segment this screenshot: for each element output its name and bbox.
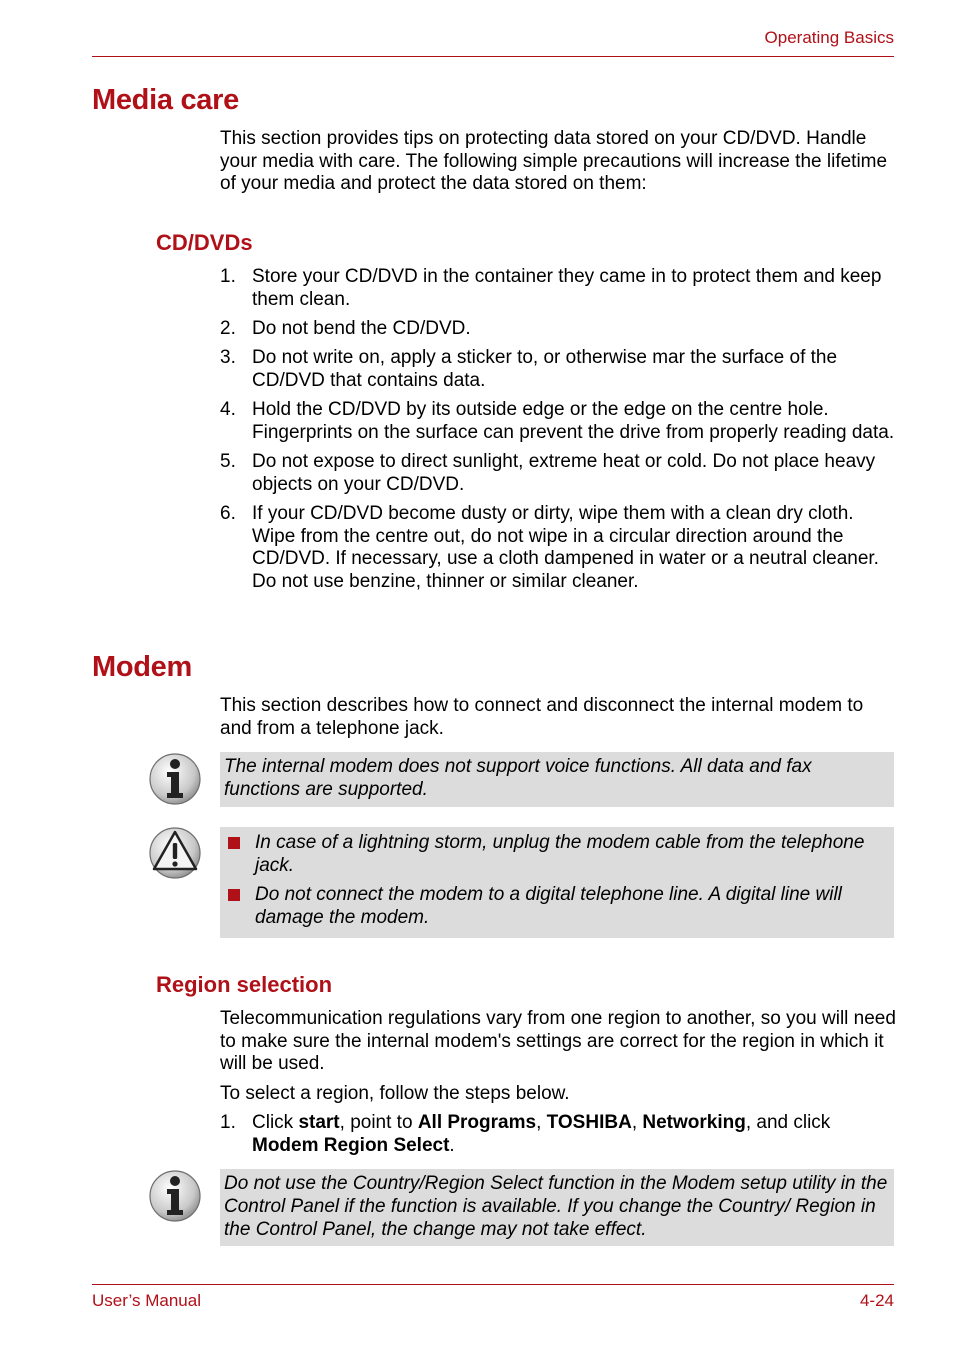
square-bullet-icon (228, 837, 240, 849)
list-item (220, 451, 896, 496)
info-icon (148, 1169, 202, 1223)
page-number: 4-24 (859, 1291, 894, 1310)
warning-item (224, 883, 890, 929)
networking-term: Networking (642, 1112, 746, 1133)
cd-dvd-care-list (220, 266, 896, 600)
running-header: Operating Basics (764, 28, 894, 47)
modem-intro: This section describes how to connect and disconnect the internal modem to and from a telephone jack. (220, 695, 864, 739)
list-number: 3. (220, 347, 236, 369)
info-icon (148, 752, 202, 806)
media-care-heading: Media care (92, 84, 239, 116)
list-item (220, 318, 896, 341)
list-text: Do not expose to direct sunlight, extreme heat or cold. Do not place heavy objects on your CD/DVD. (252, 450, 876, 495)
step-text-part: Click (252, 1112, 299, 1133)
square-bullet-icon (228, 889, 240, 901)
region-steps-list (220, 1112, 896, 1164)
footer-manual-label: User’s Manual (92, 1291, 201, 1310)
start-menu-term: start (298, 1112, 340, 1133)
region-para-1: Telecommunication regulations vary from one region to another, so you will need to make sure the internal modem's settings are correct for the region in which it will be used. (220, 1008, 896, 1075)
warning-icon (148, 826, 202, 880)
footer-rule (92, 1284, 894, 1285)
step-text-part: , (536, 1112, 547, 1133)
step-text-part: , point to (339, 1112, 418, 1133)
info-note-region: Do not use the Country/Region Select function in the Modem setup utility in the Control Panel if the function is available. If you change the Country/ Region in the Control Panel, the change may not take effect. (220, 1169, 894, 1246)
media-care-intro: This section provides tips on protecting data stored on your CD/DVD. Handle your media with care. The following simple precautions will increase the lifetime of your media and protect the data stored on them: (220, 128, 888, 195)
modem-region-select-term: Modem Region Select (252, 1134, 450, 1156)
list-item (220, 399, 896, 444)
list-number: 1. (220, 1112, 236, 1133)
list-item (220, 266, 896, 311)
list-number: 6. (220, 502, 236, 524)
warning-text: Do not connect the modem to a digital telephone line. A digital line will damage the modem. (255, 884, 842, 928)
list-number: 5. (220, 450, 236, 472)
info-note-modem: The internal modem does not support voice functions. All data and fax functions are supported. (220, 752, 894, 807)
toshiba-term: TOSHIBA (546, 1112, 632, 1133)
list-text: Do not bend the CD/DVD. (252, 317, 471, 339)
list-number: 4. (220, 399, 236, 421)
list-text: Store your CD/DVD in the container they came in to protect them and keep them clean. (252, 266, 882, 310)
warning-item (224, 831, 890, 877)
list-text: Do not write on, apply a sticker to, or otherwise mar the surface of the CD/DVD that contains data. (252, 347, 838, 391)
list-text: Hold the CD/DVD by its outside edge or the edge on the centre hole. Fingerprints on the surface can prevent the drive from properly reading data. (252, 399, 895, 443)
step-text-part: , (631, 1112, 643, 1133)
warning-list (224, 831, 890, 929)
list-item (220, 1112, 896, 1157)
modem-heading: Modem (92, 651, 193, 683)
list-item (220, 347, 896, 392)
cd-dvds-heading: CD/DVDs (156, 230, 253, 255)
region-para-2: To select a region, follow the steps below. (220, 1083, 570, 1104)
all-programs-term: All Programs (417, 1112, 537, 1133)
region-selection-heading: Region selection (156, 972, 333, 997)
step-text (252, 1112, 830, 1156)
header-rule (92, 56, 894, 57)
warning-note (220, 827, 894, 938)
list-text: If your CD/DVD become dusty or dirty, wipe them with a clean dry cloth. Wipe from the centre out, do not wipe in a circular direction around the CD/DVD. If necessary, use a cloth dampened in water or a neutral cleaner. Do not use benzine, thinner or similar cleaner. (252, 502, 879, 592)
step-text-part: . (449, 1134, 455, 1156)
list-number: 1. (220, 266, 236, 287)
list-item (220, 503, 896, 594)
warning-text: In case of a lightning storm, unplug the modem cable from the telephone jack. (255, 832, 865, 876)
step-text-part: , and click (745, 1112, 831, 1133)
list-number: 2. (220, 317, 236, 339)
